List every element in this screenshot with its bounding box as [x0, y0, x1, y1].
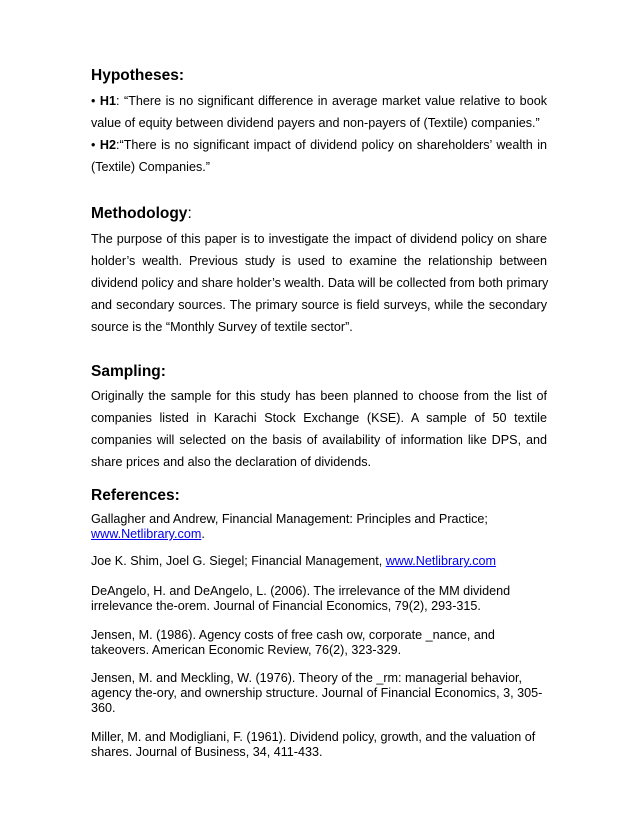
methodology-heading [91, 204, 192, 224]
bullet-icon: • [91, 138, 96, 152]
methodology-colon: : [187, 205, 192, 222]
methodology-line: source is the “Monthly Survey of textile sector”. [91, 320, 353, 334]
methodology-line: dividend policy and share holder’s wealth. Data will be collected from both primary [91, 276, 549, 290]
reference-4-line-1: Jensen, M. (1986). Agency costs of free cash ow, corporate _nance, and [91, 628, 495, 642]
methodology-title: Methodology [91, 205, 188, 222]
methodology-line: holder’s wealth. Previous study is used to examine the relationship between [91, 254, 547, 268]
reference-1-line-2 [91, 527, 547, 542]
sampling-heading: Sampling: [91, 363, 166, 380]
netlibrary-link[interactable]: www.Netlibrary.com [91, 527, 202, 541]
reference-6-line-1: Miller, M. and Modigliani, F. (1961). Dividend policy, growth, and the valuation of [91, 730, 536, 744]
reference-2 [91, 554, 547, 569]
h2-label: H2 [99, 138, 117, 152]
h1-label: H1 [99, 94, 117, 108]
reference-5-line-1: Jensen, M. and Meckling, W. (1976). Theory of the _rm: managerial behavior, [91, 671, 522, 685]
references-heading: References: [91, 487, 180, 504]
h2-text-1: :“There is no significant impact of dividend policy on shareholders’ wealth in [116, 138, 548, 152]
bullet-icon: • [91, 94, 96, 108]
hypothesis-h2-line-1 [91, 137, 547, 153]
reference-5-line-2: agency the-ory, and ownership structure. Journal of Financial Economics, 3, 305- [91, 686, 543, 700]
hypothesis-h1-line-2: value of equity between dividend payers and non-payers of (Textile) companies.” [91, 116, 540, 130]
netlibrary-link[interactable]: www.Netlibrary.com [385, 554, 497, 568]
reference-3-line-1: DeAngelo, H. and DeAngelo, L. (2006). The irrelevance of the MM dividend [91, 584, 511, 598]
hypotheses-heading: Hypotheses: [91, 67, 185, 84]
hypothesis-h1-line-1 [91, 93, 547, 109]
h1-text-1: : “There is no significant difference in average market value relative to book [116, 94, 547, 108]
reference-2-text: Joe K. Shim, Joel G. Siegel; Financial Management, [91, 554, 386, 568]
methodology-line: The purpose of this paper is to investigate the impact of dividend policy on share [91, 232, 547, 246]
reference-5-line-3: 360. [91, 701, 116, 715]
sampling-line: share prices and also the declaration of dividends. [91, 455, 372, 469]
hypothesis-h2-line-2: (Textile) Companies.” [91, 160, 210, 174]
reference-1-period: . [201, 527, 205, 541]
reference-1-line-1: Gallagher and Andrew, Financial Management: Principles and Practice; [91, 512, 488, 526]
reference-3-line-2: irrelevance the-orem. Journal of Financial Economics, 79(2), 293-315. [91, 599, 481, 613]
sampling-line: companies listed in Karachi Stock Exchange (KSE). A sample of 50 textile [91, 411, 547, 425]
methodology-line: and secondary sources. The primary source is field surveys, while the secondary [91, 298, 547, 312]
reference-6-line-2: shares. Journal of Business, 34, 411-433. [91, 745, 323, 759]
sampling-line: Originally the sample for this study has been planned to choose from the list of [91, 389, 547, 403]
sampling-line: companies will selected on the basis of availability of information like DPS, and [91, 433, 547, 447]
reference-4-line-2: takeovers. American Economic Review, 76(2), 323-329. [91, 643, 402, 657]
